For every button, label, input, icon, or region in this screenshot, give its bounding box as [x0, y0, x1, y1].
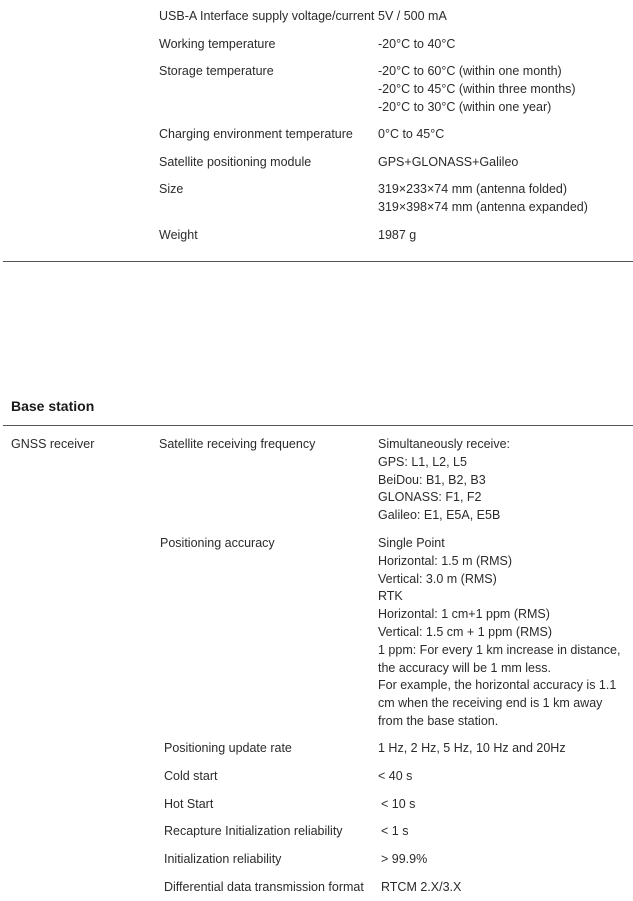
- spec-label: USB-A Interface supply voltage/current: [159, 9, 375, 23]
- spec-label: Weight: [159, 228, 198, 242]
- spec-label: Hot Start: [164, 797, 214, 811]
- spec-label: Positioning update rate: [164, 741, 292, 755]
- spec-value-line: from the base station.: [378, 713, 499, 728]
- spec-value-line: BeiDou: B1, B2, B3: [378, 472, 486, 487]
- spec-value-line: 1987 g: [378, 228, 417, 242]
- spec-value-line: > 99.9%: [381, 852, 428, 866]
- spec-value: [378, 126, 444, 144]
- spec-value: [378, 768, 412, 786]
- spec-value-line: RTCM 2.X/3.X: [381, 880, 462, 894]
- spec-value-line: 5V / 500 mA: [378, 9, 447, 23]
- spec-label: Initialization reliability: [164, 852, 282, 866]
- spec-value-line: < 40 s: [378, 769, 413, 783]
- spec-value: [378, 436, 510, 525]
- spec-value: [381, 823, 408, 841]
- spec-label: Satellite positioning module: [159, 155, 312, 169]
- spec-value-line: < 10 s: [381, 797, 416, 811]
- spec-label: Differential data transmission format: [164, 880, 364, 894]
- spec-value-line: Horizontal: 1 cm+1 ppm (RMS): [378, 607, 550, 622]
- spec-value-line: Single Point: [378, 536, 445, 550]
- spec-value: [378, 63, 576, 116]
- table-bottom-divider: [3, 261, 633, 262]
- spec-value-line: For example, the horizontal accuracy is 1.1: [378, 678, 617, 693]
- spec-value-line: 0°C to 45°C: [378, 127, 445, 141]
- spec-value: [378, 740, 566, 758]
- spec-label: Storage temperature: [159, 64, 274, 78]
- spec-value-line: Horizontal: 1.5 m (RMS): [378, 553, 513, 568]
- spec-value-line: 1 ppm: For every 1 km increase in distance,: [378, 642, 621, 657]
- spec-value-line: -20°C to 40°C: [378, 37, 456, 51]
- spec-value-line: Simultaneously receive:: [378, 437, 511, 451]
- spec-value-line: RTK: [378, 589, 403, 604]
- spec-value: [378, 535, 620, 731]
- spec-value: [378, 227, 416, 245]
- spec-value-line: 1 Hz, 2 Hz, 5 Hz, 10 Hz and 20Hz: [378, 741, 566, 755]
- spec-value: [381, 879, 461, 897]
- spec-label: Cold start: [164, 769, 218, 783]
- section-divider: [3, 425, 633, 426]
- spec-label: Size: [159, 182, 184, 196]
- spec-value-line: < 1 s: [381, 824, 409, 838]
- spec-value-line: -20°C to 30°C (within one year): [378, 99, 552, 114]
- spec-label: Working temperature: [159, 37, 276, 51]
- spec-value-line: 319×398×74 mm (antenna expanded): [378, 199, 588, 214]
- spec-value-line: Galileo: E1, E5A, E5B: [378, 508, 501, 523]
- spec-value-line: GLONASS: F1, F2: [378, 490, 482, 505]
- spec-value-line: 319×233×74 mm (antenna folded): [378, 182, 568, 196]
- spec-value-line: the accuracy will be 1 mm less.: [378, 660, 551, 675]
- spec-value: [378, 8, 447, 26]
- spec-label: Positioning accuracy: [160, 536, 275, 550]
- spec-value-line: cm when the receiving end is 1 km away: [378, 696, 603, 711]
- spec-value: [381, 851, 427, 869]
- spec-label: Recapture Initialization reliability: [164, 824, 343, 838]
- spec-label: Satellite receiving frequency: [159, 437, 316, 451]
- spec-value: [381, 796, 415, 814]
- spec-value: [378, 181, 588, 217]
- spec-value: [378, 36, 455, 54]
- spec-value-line: Vertical: 3.0 m (RMS): [378, 571, 497, 586]
- category-label: GNSS receiver: [11, 437, 95, 451]
- spec-value: [378, 154, 518, 172]
- spec-value-line: -20°C to 60°C (within one month): [378, 64, 562, 78]
- spec-value-line: -20°C to 45°C (within three months): [378, 81, 576, 96]
- section-title: Base station: [11, 398, 95, 414]
- spec-value-line: Vertical: 1.5 cm + 1 ppm (RMS): [378, 624, 553, 639]
- spec-value-line: GPS+GLONASS+Galileo: [378, 155, 519, 169]
- spec-value-line: GPS: L1, L2, L5: [378, 454, 467, 469]
- spec-label: Charging environment temperature: [159, 127, 353, 141]
